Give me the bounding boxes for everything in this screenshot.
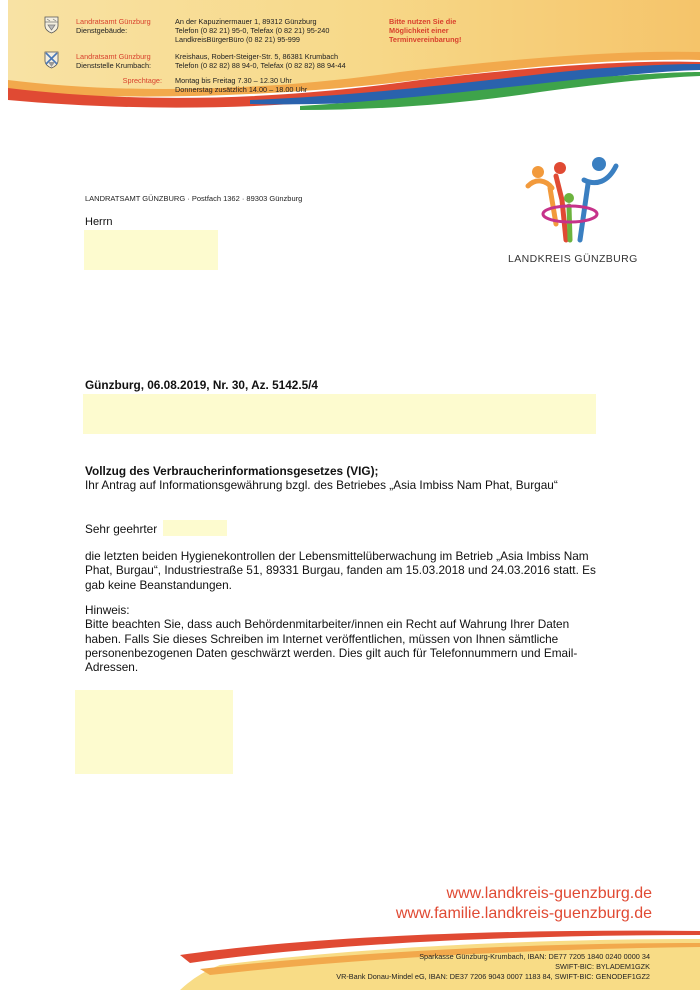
branch-address [175, 52, 346, 70]
bank-line: Sparkasse Günzburg-Krumbach, IBAN: DE77 7205 1840 0240 0000 34 [419, 952, 650, 961]
appointment-note-line: Bitte nutzen Sie die [389, 17, 457, 26]
redacted-signature [75, 690, 233, 774]
appointment-note-line: Möglichkeit einer [389, 26, 449, 36]
family-website-link[interactable]: www.familie.landkreis-guenzburg.de [395, 905, 652, 922]
main-address-line: Telefon (0 82 21) 95-0, Telefax (0 82 21) 95-240 [175, 26, 330, 36]
bank-line: VR-Bank Donau-Mindel eG, IBAN: DE37 7206 9043 0007 1183 84, SWIFT-BIC: GENODEF1GZ2 [336, 972, 650, 981]
office-hours-line: Donnerstag zusätzlich 14.00 – 18.00 Uhr [175, 85, 308, 95]
sender-line: LANDRATSAMT GÜNZBURG · Postfach 1362 · 89303 Günzburg [85, 194, 303, 203]
paragraph-line: die letzten beiden Hygienekontrollen der Lebensmittelüberwachung im Betrieb „Asia Imbiss Nam [85, 549, 589, 563]
main-address [175, 17, 329, 45]
main-address-line: An der Kapuzinermauer 1, 89312 Günzburg [175, 17, 317, 26]
notice-heading: Hinweis: [85, 603, 130, 617]
branch-label: Landratsamt Günzburg [76, 52, 151, 61]
recipient-salutation: Herrn [85, 216, 113, 228]
paragraph-line: gab keine Beanstandungen. [85, 577, 232, 592]
branch-address-line: Kreishaus, Robert-Steiger-Str. 5, 86381 Krumbach [175, 52, 339, 61]
paragraph-main [85, 549, 596, 592]
logo-label: LANDKREIS GÜNZBURG [508, 253, 638, 265]
branch-address-line: Telefon (0 82 82) 88 94-0, Telefax (0 82 82) 88 94-44 [175, 61, 346, 71]
website-link[interactable]: www.landkreis-guenzburg.de [446, 885, 652, 902]
office-hours-line: Montag bis Freitag 7.30 – 12.30 Uhr [175, 76, 292, 85]
redacted-block [83, 394, 596, 434]
paragraph-line: Phat, Burgau“, Industriestraße 51, 89331 Burgau, fanden am 15.03.2018 und 24.03.2016 statt. Es [85, 563, 596, 578]
branch-sublabel: Dienststelle Krumbach: [76, 61, 152, 71]
office-hours [175, 76, 307, 94]
notice-line: Adressen. [85, 660, 139, 675]
subject-line2: Ihr Antrag auf Informationsgewährung bzgl. des Betriebes „Asia Imbiss Nam Phat, Burgau“ [85, 478, 558, 492]
notice [85, 603, 577, 674]
bank-line: SWIFT-BIC: BYLADEM1GZK [555, 962, 650, 971]
main-building-sublabel: Dienstgebäude: [76, 26, 128, 36]
coat-of-arms-icon [44, 16, 59, 34]
bank-info [336, 952, 650, 982]
appointment-note-line: Terminvereinbarung! [389, 35, 462, 45]
redacted-name [163, 520, 227, 536]
main-address-line: LandkreisBürgerBüro (0 82 21) 95-999 [175, 35, 300, 45]
notice-line: haben. Falls Sie dieses Schreiben im Internet veröffentlichen, müssen von Ihnen sämtliche [85, 631, 559, 646]
coat-of-arms-icon [44, 51, 59, 69]
main-building-label-group [76, 17, 151, 35]
office-hours-label: Sprechtage: [122, 76, 162, 85]
landkreis-logo-icon [522, 152, 622, 248]
notice-line: Bitte beachten Sie, dass auch Behördenmitarbeiter/innen ein Recht auf Wahrung Ihrer Daten [85, 617, 570, 632]
date-reference: Günzburg, 06.08.2019, Nr. 30, Az. 5142.5/4 [85, 378, 318, 392]
greeting: Sehr geehrter [85, 522, 158, 536]
subject: Vollzug des Verbraucherinformationsgesetzes (VIG); [85, 464, 379, 478]
appointment-note [389, 17, 461, 45]
branch-label-group [76, 52, 151, 70]
main-building-label: Landratsamt Günzburg [76, 17, 151, 26]
notice-line: personenbezogenen Daten geschwärzt werden. Dies gilt auch für Telefonnummern und Email- [85, 645, 578, 660]
redacted-recipient [84, 230, 218, 270]
